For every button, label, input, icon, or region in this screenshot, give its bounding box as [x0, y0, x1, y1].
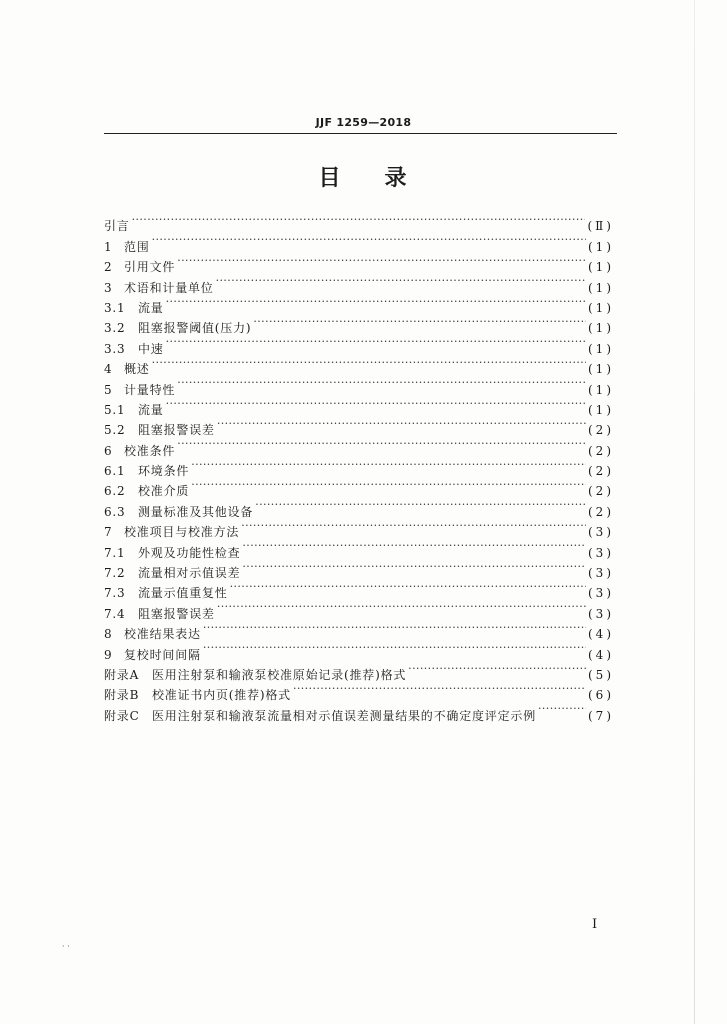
- toc-entry-number: 6.2: [104, 484, 126, 499]
- toc-entry-page: (3): [588, 566, 614, 581]
- toc-leader-dots: [408, 659, 586, 679]
- toc-entry-label: 阻塞报警误差: [138, 423, 215, 438]
- toc-entry-number: 7.1: [104, 545, 126, 560]
- toc-entry-label: 流量相对示值误差: [138, 566, 241, 581]
- page-number: Ⅰ: [592, 917, 598, 932]
- toc-entry-page: (5): [588, 667, 614, 682]
- toc-entry-number: 3.3: [104, 341, 126, 356]
- toc-entry-number: 9: [104, 647, 113, 662]
- toc-entry-page: (1): [588, 402, 614, 417]
- toc-entry-page: (1): [588, 382, 614, 397]
- toc-leader-dots: [152, 230, 586, 250]
- toc-entry-page: (2): [588, 484, 614, 499]
- toc-entry-number: 7.3: [104, 586, 126, 601]
- toc-entry-label: 中速: [138, 341, 164, 356]
- toc-entry-number: 6.1: [104, 464, 126, 479]
- toc-leader-dots: [217, 597, 586, 617]
- table-of-contents: [104, 210, 614, 723]
- toc-entry: [104, 332, 614, 356]
- toc-entry-label: 医用注射泵和输液泵流量相对示值误差测量结果的不确定度评定示例: [152, 708, 537, 723]
- toc-entry-label: 计量特性: [124, 382, 176, 397]
- toc-entry-label: 引言: [104, 219, 130, 234]
- toc-entry-label: 校准条件: [124, 443, 176, 458]
- toc-leader-dots: [177, 434, 586, 454]
- toc-entry: [104, 434, 614, 458]
- toc-entry-number: 7.4: [104, 606, 126, 621]
- toc-entry-number: 7.2: [104, 566, 126, 581]
- toc-entry-number: 附录B: [104, 688, 140, 703]
- standard-code-header: JJF 1259—2018: [315, 116, 412, 129]
- toc-leader-dots: [152, 353, 586, 373]
- toc-entry-number: 4: [104, 362, 113, 377]
- scan-speck: · ·: [62, 942, 70, 951]
- toc-entry: [104, 230, 614, 254]
- toc-leader-dots: [255, 495, 586, 515]
- toc-entry-label: 复校时间间隔: [124, 647, 201, 662]
- toc-entry-label: 流量: [138, 300, 164, 315]
- toc-entry-number: 2: [104, 260, 113, 275]
- toc-entry-page: (1): [588, 300, 614, 315]
- toc-leader-dots: [242, 536, 586, 556]
- toc-entry: [104, 271, 614, 295]
- toc-entry-page: (2): [588, 443, 614, 458]
- toc-entry-page: (1): [588, 260, 614, 275]
- toc-leader-dots: [203, 638, 586, 658]
- toc-entry: [104, 455, 614, 479]
- toc-entry-label: 医用注射泵和输液泵校准原始记录(推荐)格式: [152, 667, 407, 682]
- toc-entry: [104, 394, 614, 417]
- toc-entry: [104, 210, 614, 234]
- toc-entry-page: (1): [588, 341, 614, 356]
- toc-entry: [104, 251, 614, 275]
- toc-entry-number: 6.3: [104, 504, 126, 519]
- toc-entry-page: (3): [588, 525, 614, 540]
- toc-entry-number: 附录C: [104, 708, 140, 723]
- toc-leader-dots: [166, 332, 586, 352]
- title-char-1: 目: [318, 166, 343, 191]
- toc-leader-dots: [242, 557, 586, 577]
- toc-leader-dots: [241, 516, 586, 536]
- toc-leader-dots: [191, 455, 586, 475]
- toc-entry: [104, 292, 614, 315]
- toc-entry-label: 流量示值重复性: [138, 586, 228, 601]
- toc-entry-page: (1): [588, 362, 614, 377]
- toc-entry-label: 测量标准及其他设备: [138, 504, 254, 519]
- toc-entry-number: 5: [104, 382, 113, 397]
- toc-leader-dots: [538, 699, 586, 719]
- toc-leader-dots: [203, 618, 586, 638]
- toc-entry-page: (1): [588, 321, 614, 336]
- toc-entry-number: 5.1: [104, 402, 126, 417]
- toc-entry-page: (3): [588, 545, 614, 560]
- toc-entry-number: 附录A: [104, 667, 140, 682]
- page-title: [0, 161, 727, 192]
- toc-entry-label: 校准介质: [138, 484, 190, 499]
- toc-entry-label: 术语和计量单位: [124, 280, 214, 295]
- toc-entry-page: (3): [588, 586, 614, 601]
- toc-entry-page: (2): [588, 504, 614, 519]
- toc-entry: [104, 414, 614, 438]
- toc-entry-number: 3.2: [104, 321, 126, 336]
- toc-entry: [104, 312, 614, 336]
- toc-leader-dots: [177, 251, 586, 271]
- toc-entry-label: 校准证书内页(推荐)格式: [152, 688, 291, 703]
- toc-entry-label: 流量: [138, 402, 164, 417]
- toc-entry-number: 7: [104, 525, 113, 540]
- toc-leader-dots: [217, 414, 586, 434]
- toc-entry-label: 概述: [124, 362, 150, 377]
- toc-entry-page: (6): [588, 688, 614, 703]
- header-rule: [104, 133, 617, 134]
- toc-leader-dots: [216, 271, 586, 291]
- toc-entry-label: 引用文件: [124, 260, 176, 275]
- toc-entry-number: 8: [104, 627, 113, 642]
- toc-entry-number: 3.1: [104, 300, 126, 315]
- toc-entry-page: (Ⅱ): [587, 219, 614, 234]
- toc-entry: [104, 373, 614, 397]
- toc-entry-label: 校准项目与校准方法: [124, 525, 240, 540]
- toc-leader-dots: [166, 292, 586, 312]
- toc-leader-dots: [177, 373, 586, 393]
- toc-entry-page: (2): [588, 464, 614, 479]
- toc-entry-page: (2): [588, 423, 614, 438]
- title-char-2: 录: [384, 166, 409, 191]
- toc-entry-page: (1): [588, 280, 614, 295]
- toc-entry-label: 校准结果表达: [124, 627, 201, 642]
- toc-entry: [104, 353, 614, 377]
- toc-entry-label: 阻塞报警误差: [138, 606, 215, 621]
- toc-entry-page: (3): [588, 606, 614, 621]
- toc-entry-page: (1): [588, 239, 614, 254]
- toc-entry-label: 阻塞报警阈值(压力): [138, 321, 252, 336]
- toc-entry-number: 3: [104, 280, 113, 295]
- toc-entry-number: 1: [104, 239, 113, 254]
- toc-leader-dots: [166, 394, 586, 414]
- toc-leader-dots: [132, 210, 586, 230]
- toc-entry-page: (7): [588, 708, 614, 723]
- toc-leader-dots: [230, 577, 586, 597]
- toc-entry-page: (4): [588, 627, 614, 642]
- toc-entry-number: 6: [104, 443, 113, 458]
- scan-edge-line: [694, 0, 695, 1024]
- toc-entry-label: 外观及功能性检查: [138, 545, 241, 560]
- toc-entry-number: 5.2: [104, 423, 126, 438]
- toc-entry-label: 环境条件: [138, 464, 190, 479]
- toc-leader-dots: [293, 679, 586, 699]
- toc-entry-page: (4): [588, 647, 614, 662]
- toc-entry-label: 范围: [124, 239, 150, 254]
- toc-leader-dots: [191, 475, 586, 495]
- toc-leader-dots: [253, 312, 586, 332]
